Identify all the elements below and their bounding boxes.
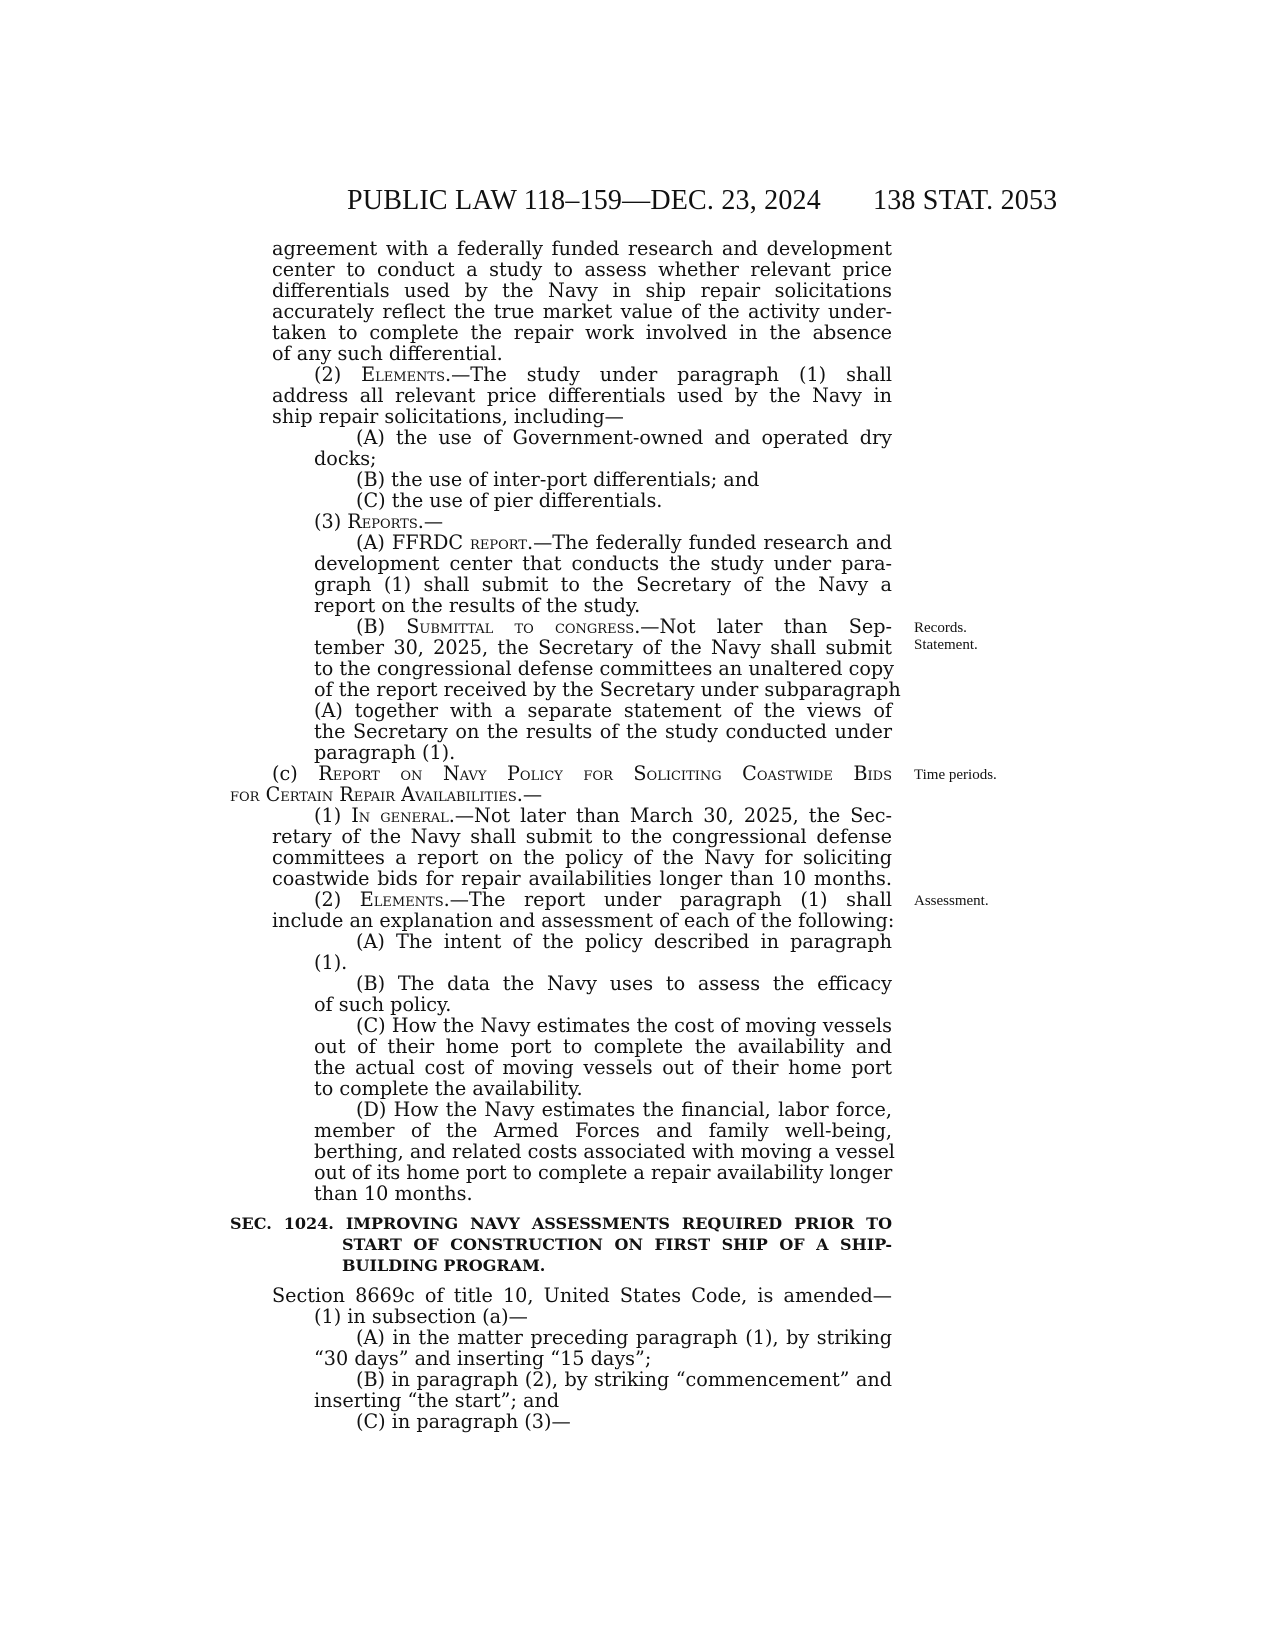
- text-line: (C) the use of pier differentials.: [356, 489, 663, 512]
- subsection-heading: for Certain Repair Availabilities: [230, 783, 517, 806]
- text-line: Section 8669c of title 10, United States Code, is amended—: [272, 1284, 892, 1307]
- text-line: retary of the Navy shall submit to the congressional defense: [272, 825, 892, 848]
- text-line: (C) How the Navy estimates the cost of moving vessels: [356, 1014, 892, 1037]
- text-line: of such policy.: [314, 993, 452, 1016]
- text-line: of the report received by the Secretary under subparagraph: [314, 678, 901, 701]
- text-line: tember 30, 2025, the Secretary of the Navy shall submit: [314, 636, 892, 659]
- paragraph-heading-line: (3) Reports.—: [314, 510, 444, 533]
- text-line: than 10 months.: [314, 1182, 473, 1205]
- paragraph-heading: Elements: [359, 888, 444, 911]
- paragraph-heading: Reports: [347, 510, 418, 533]
- text-line: (A) The intent of the policy described in paragraph: [356, 930, 892, 953]
- text-line: (A) in the matter preceding paragraph (1), by striking: [356, 1326, 892, 1349]
- paragraph-heading: In general: [351, 804, 449, 827]
- text-line: the Secretary on the results of the study conducted under: [314, 720, 892, 743]
- margin-note-statement: Statement.: [914, 637, 978, 653]
- paragraph-heading-line: (B) Submittal to congress.—Not later than Sep-: [356, 615, 893, 638]
- text-line: the actual cost of moving vessels out of their home port: [314, 1056, 892, 1079]
- text-line: (1) in subsection (a)—: [314, 1305, 528, 1328]
- text-line: (B) in paragraph (2), by striking “commencement” and: [356, 1368, 892, 1391]
- text-line: “30 days” and inserting “15 days”;: [314, 1347, 652, 1370]
- text-line: (B) the use of inter-port differentials; and: [356, 468, 760, 491]
- text-line: coastwide bids for repair availabilities longer than 10 months.: [272, 867, 892, 890]
- text-line: out of their home port to complete the availability and: [314, 1035, 892, 1058]
- text-line: paragraph (1).: [314, 741, 456, 764]
- margin-note-records: Records.: [914, 620, 967, 636]
- text-line: graph (1) shall submit to the Secretary of the Navy a: [314, 573, 892, 596]
- running-header-law: PUBLIC LAW 118–159—DEC. 23, 2024: [347, 185, 821, 216]
- paragraph-heading-line: (2) Elements.—The study under paragraph (1) shall: [314, 363, 893, 386]
- paragraph-heading-line: (2) Elements.—The report under paragraph (1) shall: [314, 888, 892, 911]
- text-line: (B) The data the Navy uses to assess the efficacy: [356, 972, 892, 995]
- subsection-heading-line: for Certain Repair Availabilities.—: [230, 783, 543, 806]
- paragraph-heading: FFRDC report: [391, 531, 527, 554]
- text-line: development center that conducts the study under para-: [314, 552, 892, 575]
- text-line: committees a report on the policy of the Navy for soliciting: [272, 846, 892, 869]
- section-heading: SEC. 1024. IMPROVING NAVY ASSESSMENTS REQUIRED PRIOR TO: [230, 1214, 892, 1233]
- text-line: to complete the availability.: [314, 1077, 583, 1100]
- text-line: (1).: [314, 951, 348, 974]
- paragraph-heading: Elements: [361, 363, 446, 386]
- text-line: (D) How the Navy estimates the financial, labor force,: [356, 1098, 892, 1121]
- margin-note-assessment: Assessment.: [914, 893, 989, 909]
- text-line: (C) in paragraph (3)—: [356, 1410, 571, 1433]
- subsection-heading: Report on Navy Policy for Soliciting Coastwide Bids: [318, 762, 892, 785]
- text-line: center to conduct a study to assess whether relevant price: [272, 258, 892, 281]
- text-line: include an explanation and assessment of each of the following:: [272, 909, 895, 932]
- margin-note-time-periods: Time periods.: [914, 767, 997, 783]
- text-line: accurately reflect the true market value of the activity under-: [272, 300, 892, 323]
- text-line: member of the Armed Forces and family well-being,: [314, 1119, 892, 1142]
- section-heading: BUILDING PROGRAM.: [342, 1256, 546, 1275]
- paragraph-heading-line: (A) FFRDC report.—The federally funded research and: [356, 531, 892, 554]
- paragraph-heading-line: (1) In general.—Not later than March 30, 2025, the Sec-: [314, 804, 892, 827]
- running-header-stat-page: 138 STAT. 2053: [873, 185, 1058, 216]
- text-line: out of its home port to complete a repair availability longer: [314, 1161, 893, 1184]
- text-line: (A) the use of Government-owned and operated dry: [356, 426, 892, 449]
- text-line: to the congressional defense committees an unaltered copy: [314, 657, 895, 680]
- subsection-heading-line: (c) Report on Navy Policy for Soliciting Coastwide Bids: [272, 762, 892, 785]
- text-line: differentials used by the Navy in ship repair solicitations: [272, 279, 892, 302]
- paragraph-heading: Submittal to congress: [406, 615, 635, 638]
- text-line: inserting “the start”; and: [314, 1389, 560, 1412]
- text-line: (A) together with a separate statement of the views of: [314, 699, 892, 722]
- section-heading: START OF CONSTRUCTION ON FIRST SHIP OF A SHIP-: [342, 1235, 892, 1254]
- text-line: of any such differential.: [272, 342, 503, 365]
- text-line: berthing, and related costs associated with moving a vessel: [314, 1140, 895, 1163]
- text-line: agreement with a federally funded research and development: [272, 237, 892, 260]
- text-line: report on the results of the study.: [314, 594, 641, 617]
- text-line: address all relevant price differentials used by the Navy in: [272, 384, 892, 407]
- text-line: docks;: [314, 447, 377, 470]
- text-line: taken to complete the repair work involved in the absence: [272, 321, 892, 344]
- text-line: ship repair solicitations, including—: [272, 405, 624, 428]
